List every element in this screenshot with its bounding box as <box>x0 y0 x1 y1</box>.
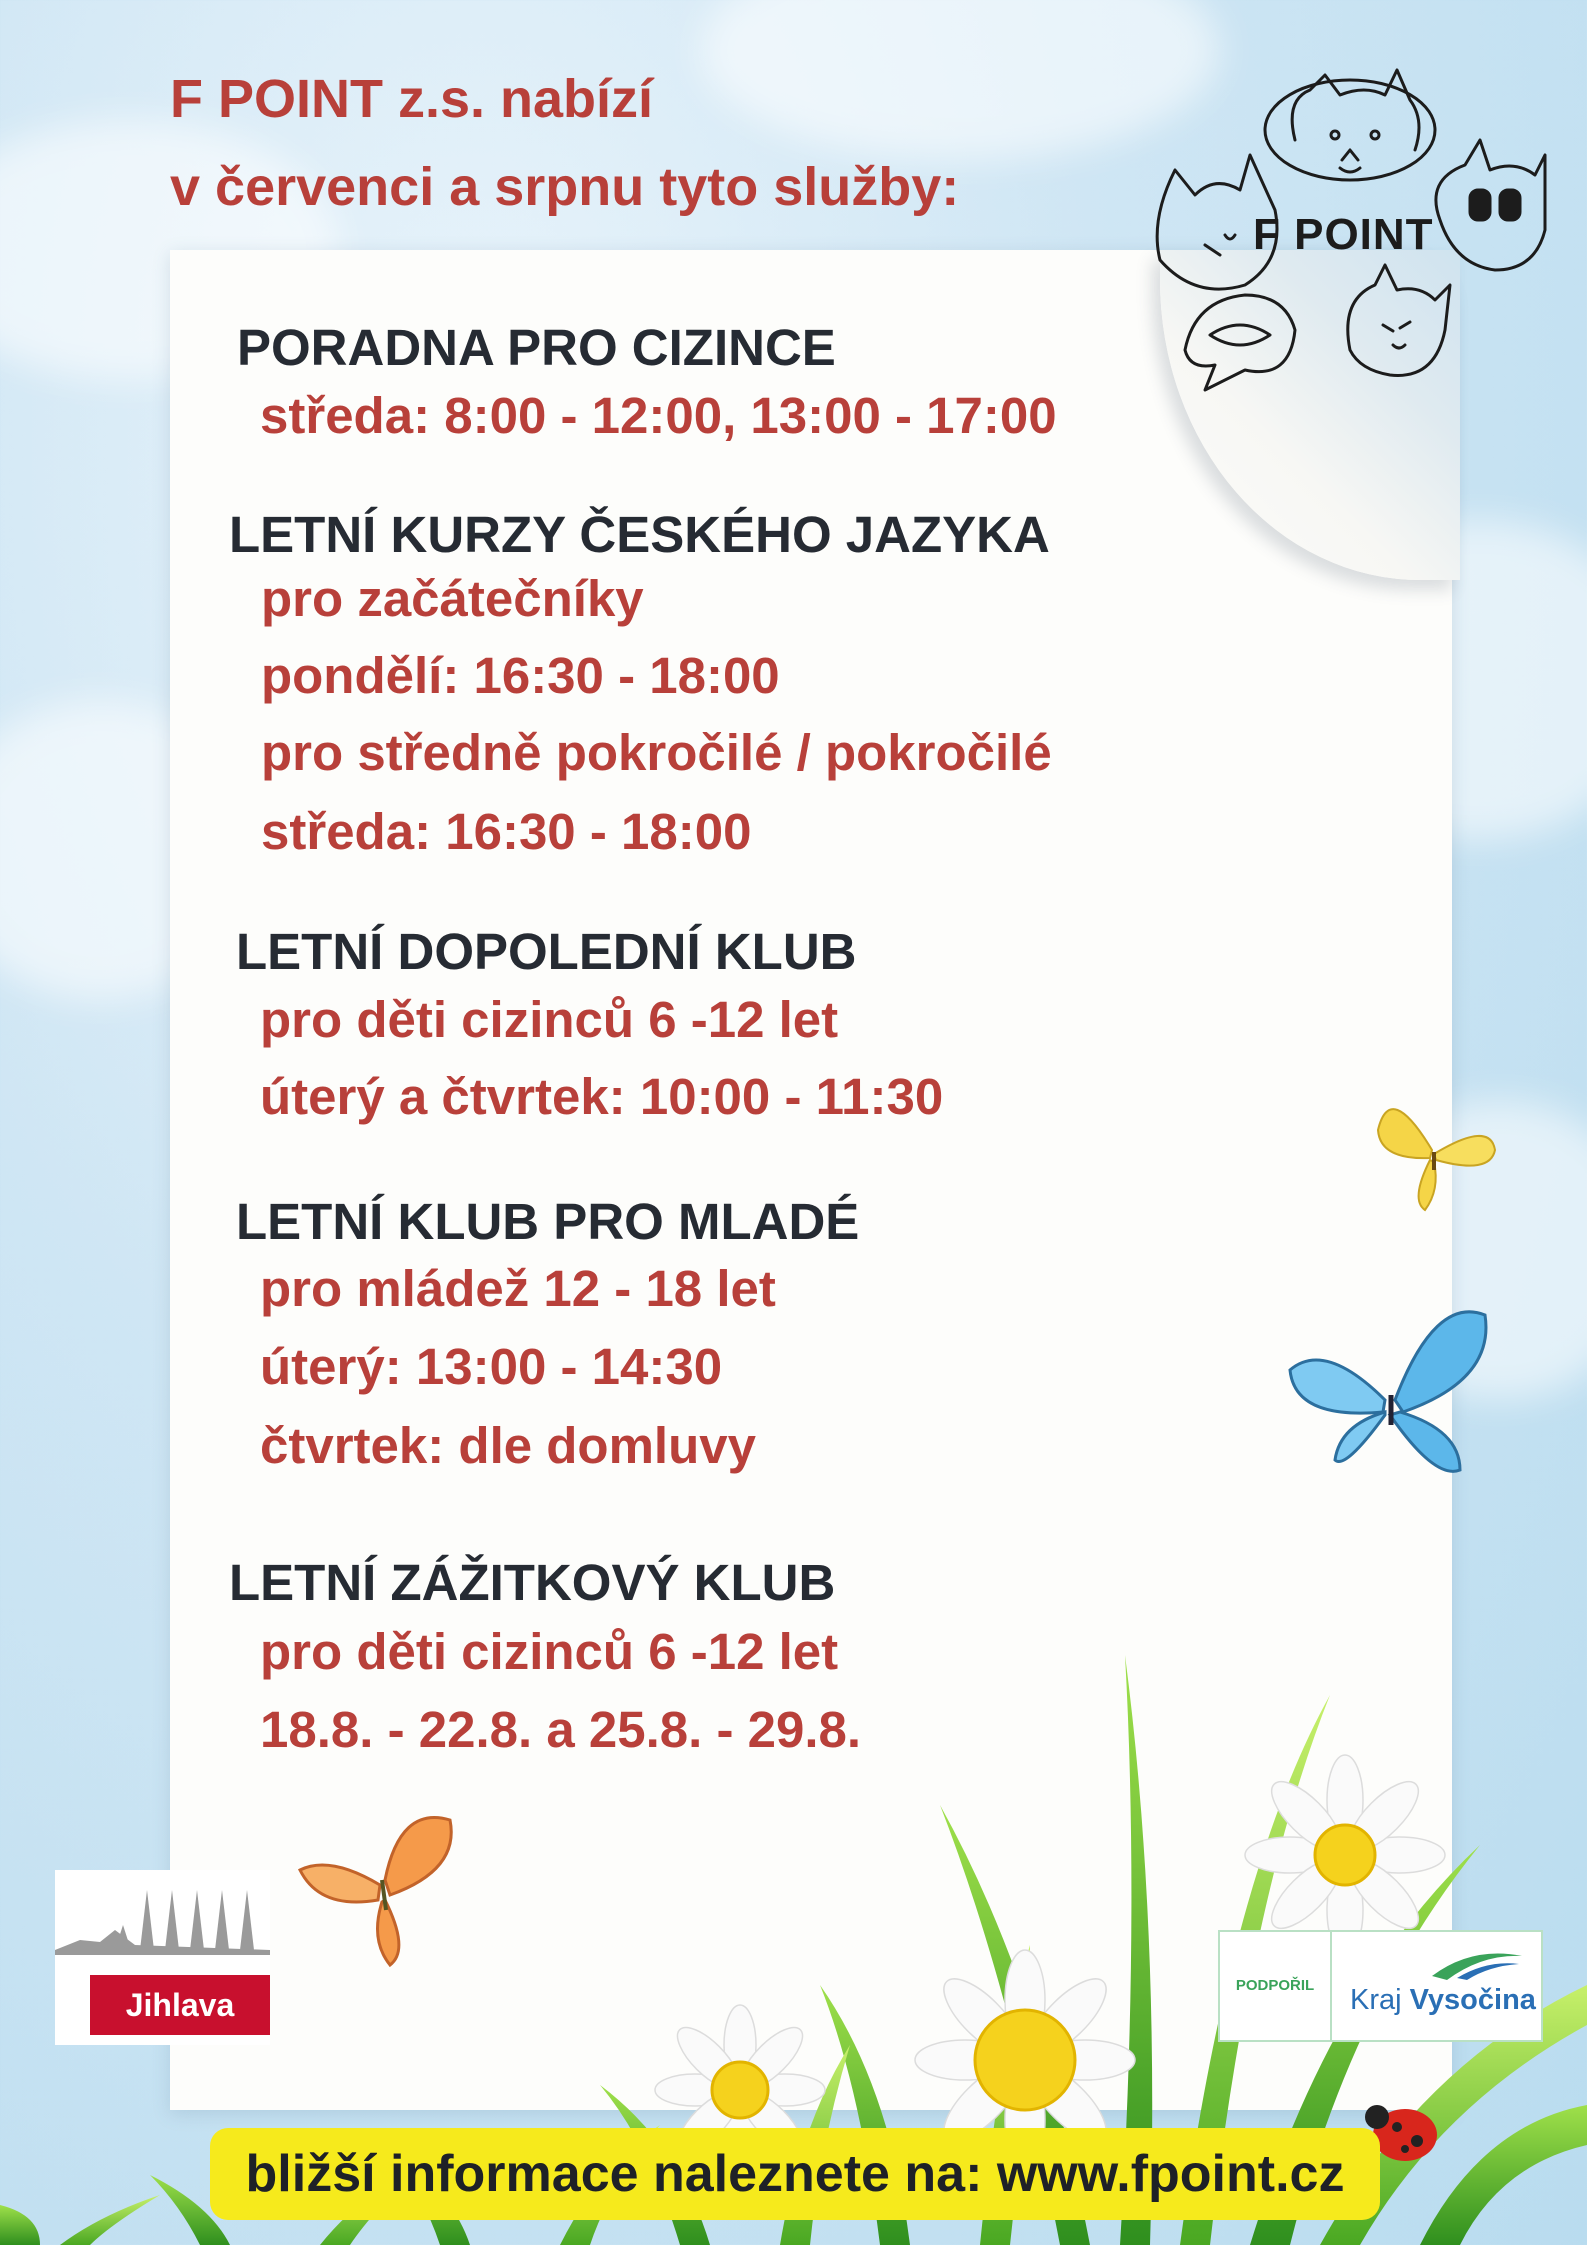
section-line: pondělí: 16:30 - 18:00 <box>261 647 780 704</box>
jihlava-label: Jihlava <box>90 1975 270 2035</box>
kraj-brand <box>1332 1932 1541 2040</box>
kraj-name <box>1350 1984 1536 2017</box>
section-title: LETNÍ DOPOLEDNÍ KLUB <box>236 923 857 980</box>
grass-decoration <box>0 1425 1587 2245</box>
section-title: LETNÍ ZÁŽITKOVÝ KLUB <box>229 1554 836 1611</box>
footer-info-bar <box>210 2128 1380 2220</box>
section-line: pro mládež 12 - 18 let <box>260 1260 776 1317</box>
page-title <box>170 55 959 231</box>
section-line: středa: 16:30 - 18:00 <box>261 803 752 860</box>
section-line: středa: 8:00 - 12:00, 13:00 - 17:00 <box>260 387 1057 444</box>
yellow-butterfly-icon <box>1370 1090 1500 1220</box>
kraj-prefix: Kraj <box>1350 1984 1402 2016</box>
jihlava-logo <box>55 1870 270 2045</box>
blue-butterfly-icon <box>1285 1300 1495 1490</box>
orange-butterfly-icon <box>290 1800 470 1970</box>
section-line: úterý: 13:00 - 14:30 <box>260 1338 723 1395</box>
section-line: pro děti cizinců 6 -12 let <box>260 1623 839 1680</box>
sponsor-label: PODPOŘIL <box>1220 1932 1332 2040</box>
kraj-vysocina-logo <box>1218 1930 1543 2042</box>
section-title: PORADNA PRO CIZINCE <box>237 319 836 376</box>
kraj-region: Vysočina <box>1409 1984 1536 2016</box>
jihlava-city-icon <box>55 1870 270 1970</box>
footer-text: bližší informace naleznete na: www.fpoint.cz <box>245 2145 1345 2203</box>
section-title: LETNÍ KURZY ČESKÉHO JAZYKA <box>229 506 1050 563</box>
logo-text: F POINT <box>1253 210 1434 259</box>
section-line: pro děti cizinců 6 -12 let <box>260 991 839 1048</box>
kraj-swoosh-icon <box>1427 1946 1527 1982</box>
title-line-2: v červenci a srpnu tyto služby: <box>170 157 960 217</box>
title-line-1: F POINT z.s. nabízí <box>170 69 654 129</box>
section-line: pro středně pokročilé / pokročilé <box>261 724 1052 781</box>
section-line: čtvrtek: dle domluvy <box>260 1417 756 1474</box>
section-line: úterý a čtvrtek: 10:00 - 11:30 <box>260 1068 944 1125</box>
section-line: 18.8. - 22.8. a 25.8. - 29.8. <box>260 1701 862 1758</box>
section-line: pro začátečníky <box>261 570 644 627</box>
daisy-flower <box>1245 1755 1445 1955</box>
fpoint-logo <box>1135 60 1555 440</box>
section-title: LETNÍ KLUB PRO MLADÉ <box>236 1193 860 1250</box>
